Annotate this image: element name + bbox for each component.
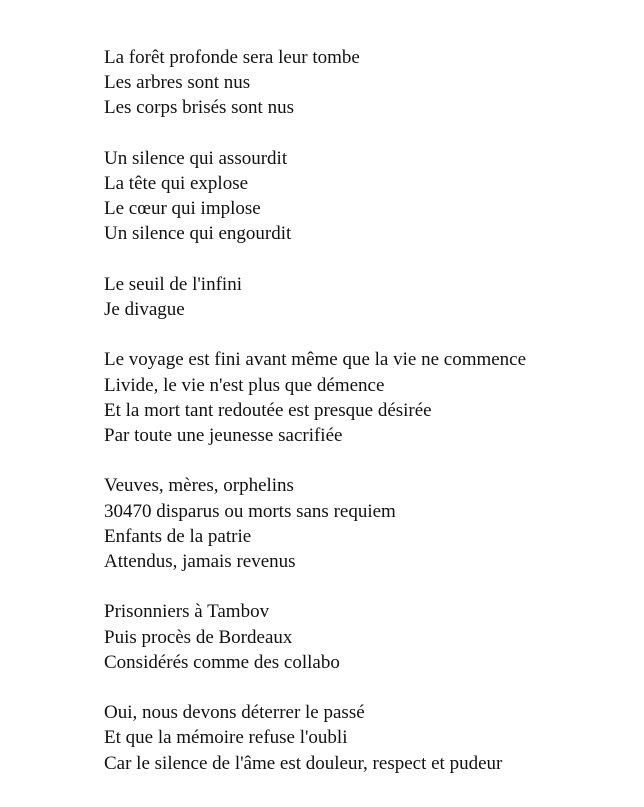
poem-line: Par toute une jeunesse sacrifiée [104, 425, 343, 446]
poem-line: 30470 disparus ou morts sans requiem [104, 500, 396, 522]
poem-line: Enfants de la patrie [104, 525, 252, 547]
poem-line: Le seuil de l'infini [104, 273, 242, 295]
poem-line: La forêt profonde sera leur tombe [104, 47, 360, 68]
stanza-1 [104, 45, 624, 121]
poem-line: Oui, nous devons déterrer le passé [104, 702, 365, 724]
poem-text [104, 45, 624, 776]
poem-line: Et la mort tant redoutée est presque désirée [104, 399, 432, 421]
poem-line: Je divague [104, 299, 185, 320]
poem-line: Et que la mémoire refuse l'oubli [104, 727, 348, 749]
poem-line: Le cœur qui implose [104, 198, 261, 220]
poem-line: Livide, le vie n'est plus que démence [104, 374, 385, 396]
poem-line: La tête qui explose [104, 173, 249, 194]
poem-line: Les arbres sont nus [104, 72, 251, 94]
poem-line: Le voyage est fini avant même que la vie ne commence [104, 349, 527, 371]
stanza-3 [104, 272, 624, 322]
poem-line: Attendus, jamais revenus [104, 551, 296, 572]
stanza-4 [104, 347, 624, 448]
stanza-7 [104, 700, 624, 776]
poem-line: Les corps brisés sont nus [104, 97, 294, 119]
poem-line: Veuves, mères, orphelins [104, 475, 294, 497]
poem-line: Car le silence de l'âme est douleur, respect et pudeur [104, 752, 503, 774]
poem-line: Un silence qui assourdit [104, 147, 288, 169]
poem-line: Considérés comme des collabo [104, 651, 340, 673]
poem-line: Un silence qui engourdit [104, 223, 292, 245]
stanza-6 [104, 599, 624, 675]
stanza-5 [104, 473, 624, 574]
poem-line: Prisonniers à Tambov [104, 601, 270, 623]
poem-line: Puis procès de Bordeaux [104, 626, 293, 648]
stanza-2 [104, 146, 624, 247]
